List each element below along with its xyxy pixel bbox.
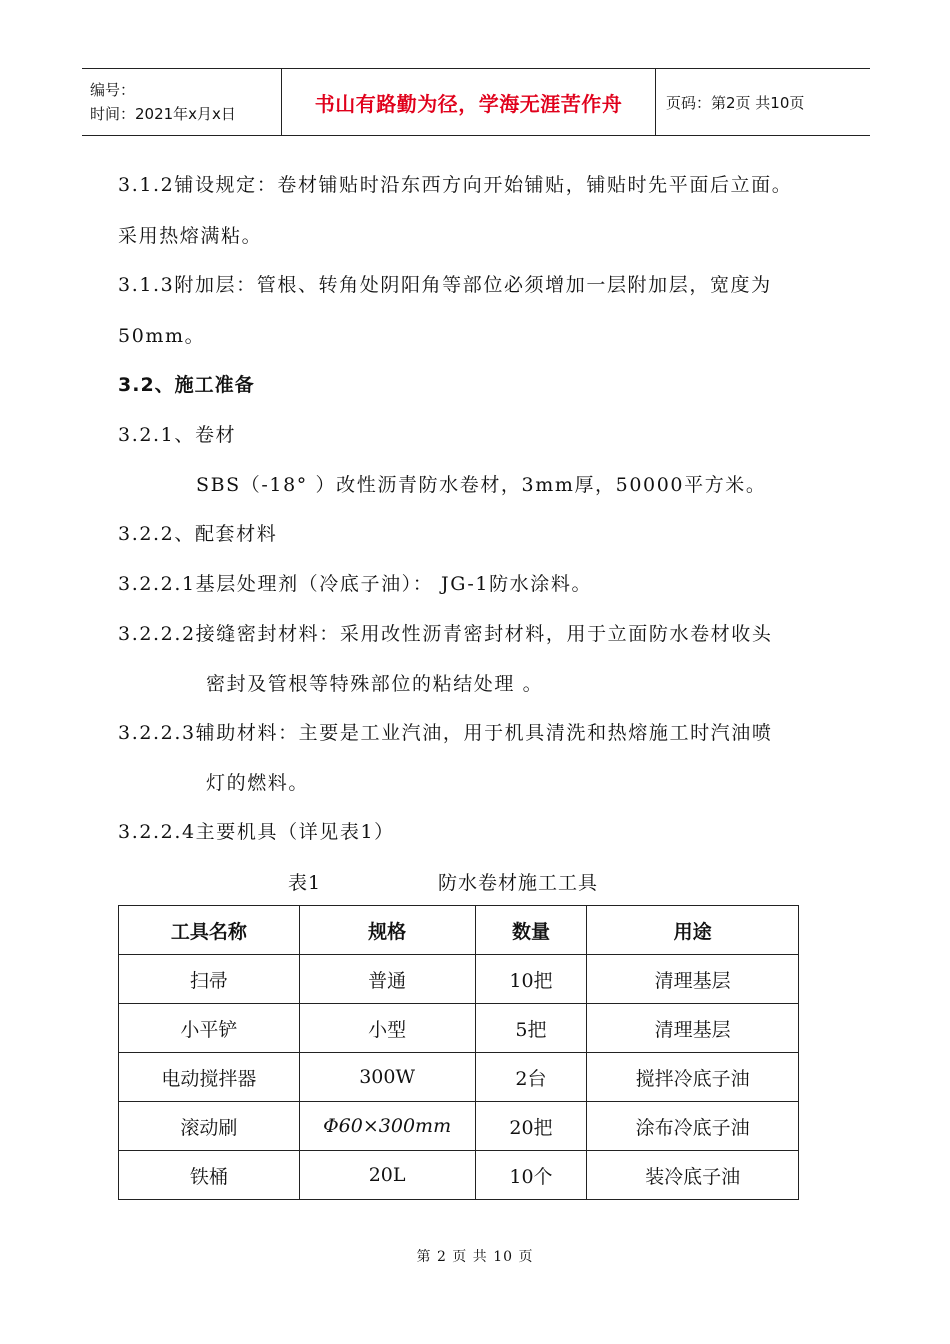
cell-usage: 清理基层: [587, 1004, 799, 1053]
paragraph-3-1-3-line2: 50mm。: [118, 325, 206, 347]
cell-quantity: 10把: [475, 955, 587, 1004]
paragraph-3-2-2-3-line1: 3.2.2.3辅助材料：主要是工业汽油，用于机具清洗和热熔施工时汽油喷: [118, 722, 773, 744]
header-motto-cell: [282, 69, 656, 135]
cell-usage: 装冷底子油: [587, 1151, 799, 1200]
header-motto: 书山有路勤为径，学海无涯苦作舟: [314, 91, 623, 116]
cell-tool-name: 小平铲: [119, 1004, 300, 1053]
table-row: [119, 1102, 799, 1151]
paragraph-3-1-2-line2: 采用热熔满粘。: [118, 225, 263, 247]
cell-spec: Φ60×300mm: [299, 1102, 475, 1151]
header-usage: 用途: [587, 906, 799, 955]
cell-quantity: 10个: [475, 1151, 587, 1200]
cell-tool-name: 铁桶: [119, 1151, 300, 1200]
cell-usage: 搅拌冷底子油: [587, 1053, 799, 1102]
header-number-label: 编号：: [90, 81, 136, 99]
table-row: [119, 1004, 799, 1053]
cell-usage: 清理基层: [587, 955, 799, 1004]
cell-tool-name: 滚动刷: [119, 1102, 300, 1151]
table-row: [119, 1053, 799, 1102]
table-row: [119, 955, 799, 1004]
header-spec: 规格: [299, 906, 475, 955]
cell-spec: 20L: [299, 1151, 475, 1200]
section-3-2-heading: 3.2、施工准备: [118, 374, 255, 396]
section-3-2-2-heading: 3.2.2、配套材料: [118, 523, 278, 545]
table-header-row: [119, 906, 799, 955]
paragraph-3-2-2-4: 3.2.2.4主要机具（详见表1）: [118, 821, 395, 843]
header-meta: [82, 69, 282, 135]
cell-quantity: 20把: [475, 1102, 587, 1151]
cell-usage: 涂布冷底子油: [587, 1102, 799, 1151]
paragraph-3-2-2-2-line2: 密封及管根等特殊部位的粘结处理 。: [206, 673, 544, 695]
cell-spec: 小型: [299, 1004, 475, 1053]
tools-table: [118, 905, 799, 1200]
section-3-2-1-text: SBS（-18° ）改性沥青防水卷材，3mm厚，50000平方米。: [196, 474, 767, 496]
cell-spec: 300W: [299, 1053, 475, 1102]
table-row: [119, 1151, 799, 1200]
header-tool-name: 工具名称: [119, 906, 300, 955]
table-caption-title: 防水卷材施工工具: [438, 872, 599, 894]
paragraph-3-2-2-2-line1: 3.2.2.2接缝密封材料：采用改性沥青密封材料，用于立面防水卷材收头: [118, 623, 773, 645]
paragraph-3-1-2-line1: 3.1.2铺设规定：卷材铺贴时沿东西方向开始铺贴，铺贴时先平面后立面。: [118, 174, 793, 196]
cell-spec: 普通: [299, 955, 475, 1004]
header-page-info: 页码：第2页 共10页: [666, 93, 805, 112]
paragraph-3-1-3-line1: 3.1.3附加层：管根、转角处阴阳角等部位必须增加一层附加层，宽度为: [118, 274, 772, 296]
header-time-label: 时间：2021年x月x日: [90, 105, 236, 123]
header-quantity: 数量: [475, 906, 587, 955]
cell-quantity: 5把: [475, 1004, 587, 1053]
paragraph-3-2-2-1: 3.2.2.1基层处理剂（冷底子油）： JG-1防水涂料。: [118, 573, 593, 595]
table-caption-number: 表1: [288, 872, 322, 894]
cell-quantity: 2台: [475, 1053, 587, 1102]
cell-tool-name: 扫帚: [119, 955, 300, 1004]
page-footer: 第 2 页 共 10 页: [416, 1249, 534, 1265]
cell-tool-name: 电动搅拌器: [119, 1053, 300, 1102]
paragraph-3-2-2-3-line2: 灯的燃料。: [206, 772, 310, 794]
section-3-2-1-heading: 3.2.1、卷材: [118, 424, 237, 446]
page-header: [82, 68, 870, 136]
